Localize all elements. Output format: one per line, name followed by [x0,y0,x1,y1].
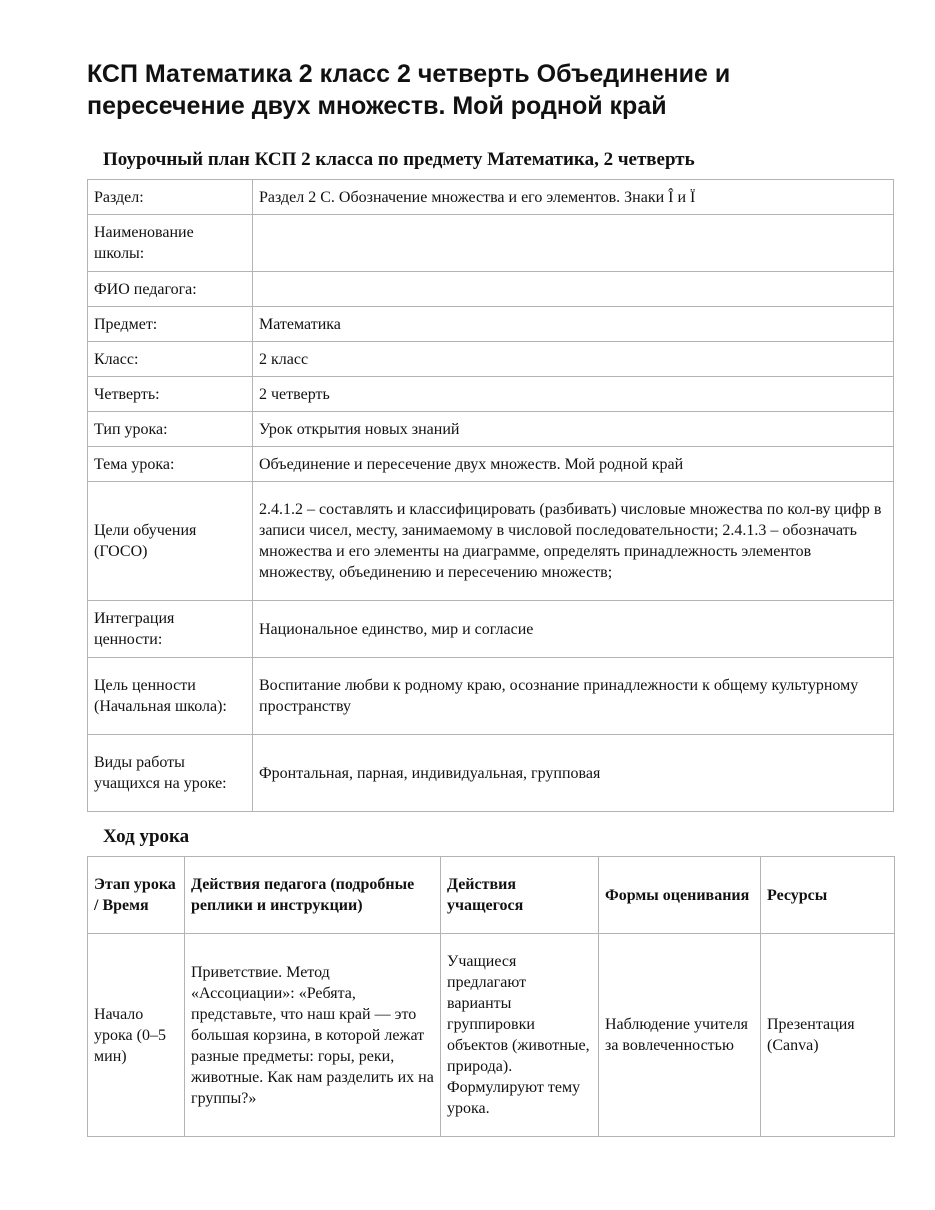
lesson-table-header [88,857,895,934]
cell-assessment: Наблюдение учителя за вовлеченностью [599,934,761,1137]
info-value: Воспитание любви к родному краю, осознание принадлежности к общему культурному пространству [253,658,894,735]
info-label: Наименование школы: [88,215,253,272]
info-value [253,272,894,307]
info-label: Цели обучения (ГОСО) [88,482,253,601]
lesson-course-table [87,856,895,1137]
cell-teacher: Приветствие. Метод «Ассоциации»: «Ребята, представьте, что наш край — это большая корзина, в которой лежат разные предметы: горы, реки, животные. Как нам разделить их на группы?» [185,934,441,1137]
column-header-assessment: Формы оценивания [599,857,761,934]
info-label: ФИО педагога: [88,272,253,307]
cell-student: Учащиеся предлагают варианты группировки объектов (животные, природа). Формулируют тему урока. [441,934,599,1137]
info-row-subject [88,307,894,342]
column-header-teacher: Действия педагога (подробные реплики и инструкции) [185,857,441,934]
course-heading: Ход урока [103,826,190,847]
info-label: Четверть: [88,377,253,412]
info-value: Математика [253,307,894,342]
info-row-section [88,180,894,215]
cell-resources: Презентация (Canva) [761,934,895,1137]
info-label: Раздел: [88,180,253,215]
info-row-objectives [88,482,894,601]
info-value: 2 класс [253,342,894,377]
info-row-values-integration [88,601,894,658]
info-value: Урок открытия новых знаний [253,412,894,447]
info-label: Класс: [88,342,253,377]
info-label: Тип урока: [88,412,253,447]
info-row-work-types [88,735,894,812]
info-row-values-goal [88,658,894,735]
info-row-lesson-type [88,412,894,447]
info-label: Тема урока: [88,447,253,482]
table-row [88,934,895,1137]
info-row-teacher [88,272,894,307]
info-value: Фронтальная, парная, индивидуальная, групповая [253,735,894,812]
info-value: Объединение и пересечение двух множеств. Мой родной край [253,447,894,482]
info-label: Цель ценности (Начальная школа): [88,658,253,735]
column-header-stage: Этап урока / Время [88,857,185,934]
info-value: Национальное единство, мир и согласие [253,601,894,658]
info-row-quarter [88,377,894,412]
info-value [253,215,894,272]
column-header-student: Действия учащегося [441,857,599,934]
document-title: КСП Математика 2 класс 2 четверть Объединение и пересечение двух множеств. Мой родной край [87,60,731,120]
lesson-info-table [87,179,894,812]
info-value: 2.4.1.2 – составлять и классифицировать (разбивать) числовые множества по кол-ву цифр в записи чисел, месту, занимаемому в числовой последовательности; 2.4.1.3 – обозначать множества и его элементы на диаграмме, определять принадлежность элементов множеству, объединению и пересечению множеств; [253,482,894,601]
info-value: 2 четверть [253,377,894,412]
plan-heading: Поурочный план КСП 2 класса по предмету Математика, 2 четверть [103,149,695,170]
info-label: Интеграция ценности: [88,601,253,658]
info-row-school [88,215,894,272]
info-label: Предмет: [88,307,253,342]
info-row-topic [88,447,894,482]
cell-stage: Начало урока (0–5 мин) [88,934,185,1137]
info-label: Виды работы учащихся на уроке: [88,735,253,812]
info-row-grade [88,342,894,377]
info-value: Раздел 2 С. Обозначение множества и его элементов. Знаки Î и Ï [253,180,894,215]
column-header-resources: Ресурсы [761,857,895,934]
